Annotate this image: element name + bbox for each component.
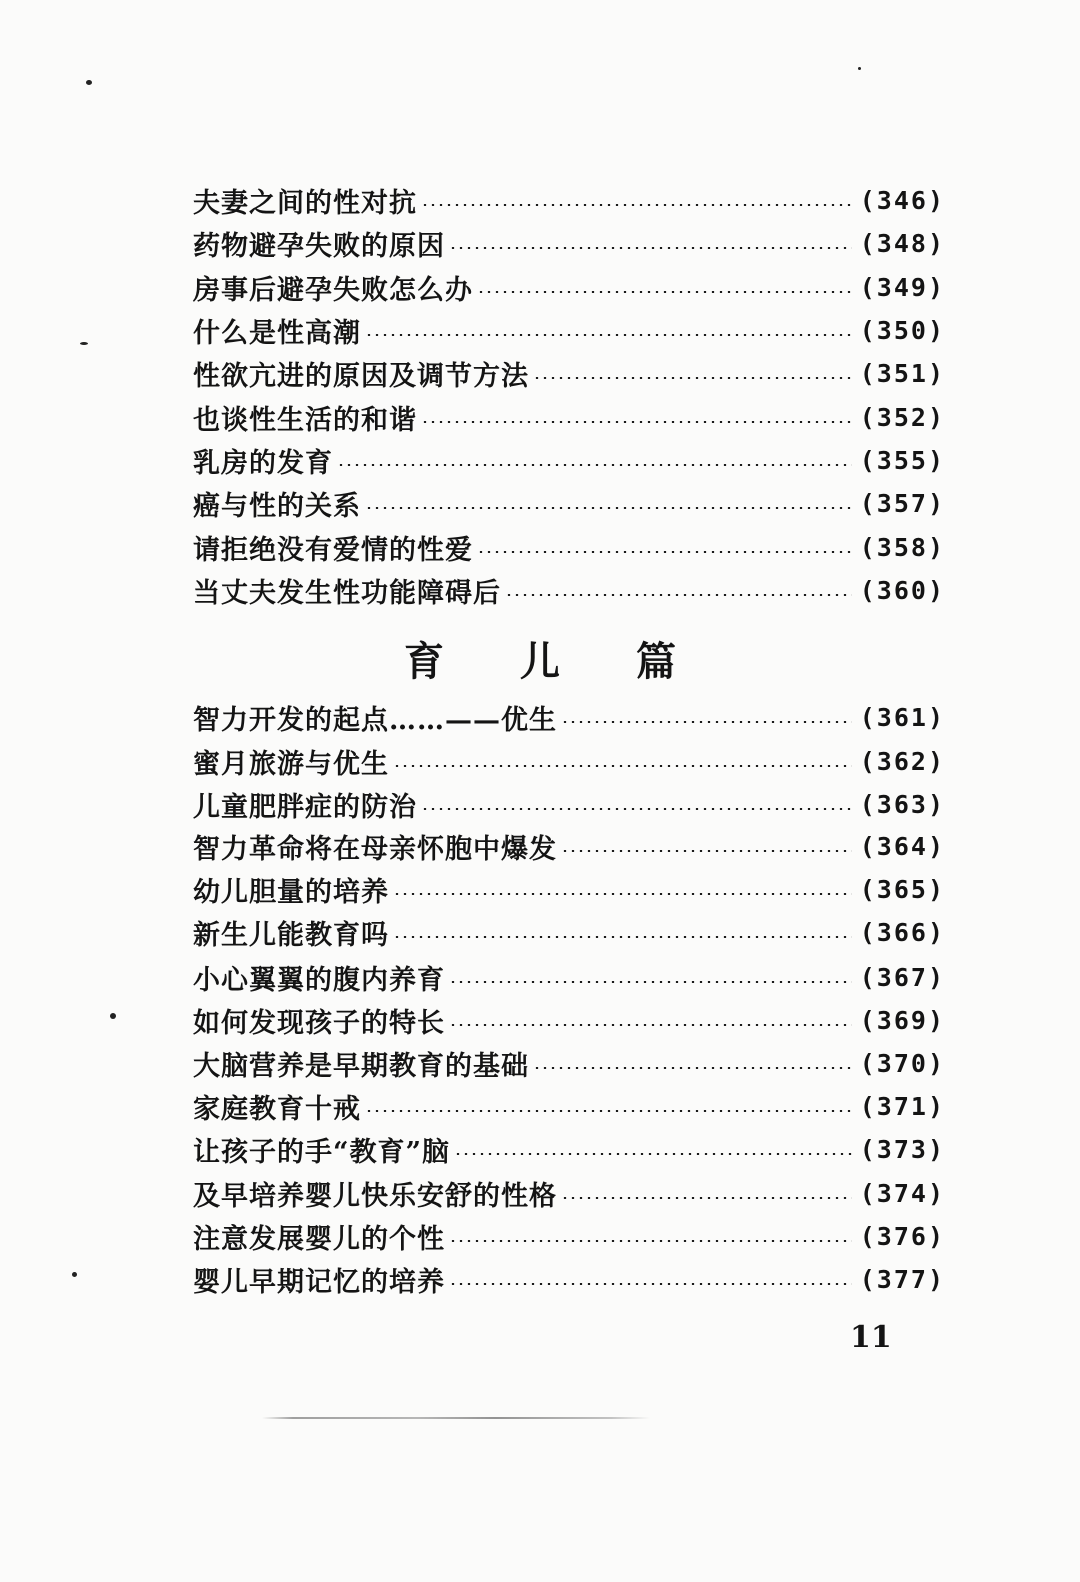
toc-entry-page: (367) <box>859 962 945 992</box>
dot-leader <box>365 507 852 509</box>
toc-entry-title: 儿童肥胖症的防治 <box>193 791 417 823</box>
toc-entry-page: (366) <box>859 917 945 947</box>
toc-entry-title: 智力革命将在母亲怀胞中爆发 <box>193 833 557 865</box>
toc-entry-page: (369) <box>859 1005 945 1035</box>
toc-entry <box>193 869 945 909</box>
dot-leader <box>365 1110 852 1112</box>
toc-entry <box>193 1086 945 1126</box>
scan-speck <box>80 342 88 345</box>
toc-entry-title: 当丈夫发生性功能障碍后 <box>193 577 501 609</box>
toc-entry-title: 婴儿早期记忆的培养 <box>193 1266 445 1298</box>
toc-entry-page: (377) <box>859 1264 945 1294</box>
toc-entry-title: 夫妻之间的性对抗 <box>193 187 417 219</box>
dot-leader <box>505 594 852 596</box>
toc-entry <box>193 1173 945 1213</box>
toc-entry-page: (370) <box>859 1048 945 1078</box>
toc-entry <box>193 697 945 737</box>
toc-entry-title: 智力开发的起点……——优生 <box>193 704 557 736</box>
toc-entry-title: 药物避孕失败的原因 <box>193 230 445 262</box>
toc-entry <box>193 180 945 220</box>
dot-leader <box>393 765 852 767</box>
toc-entry-title: 也谈性生活的和谐 <box>193 404 417 436</box>
toc-entry-title: 癌与性的关系 <box>193 490 361 522</box>
dot-leader <box>365 334 852 336</box>
dot-leader <box>449 1024 852 1026</box>
dot-leader <box>561 1197 852 1199</box>
dot-leader <box>477 551 852 553</box>
toc-entry-title: 小心翼翼的腹内养育 <box>193 964 445 996</box>
toc-entry-page: (371) <box>859 1091 945 1121</box>
dot-leader <box>421 808 852 810</box>
toc-entry <box>193 310 945 350</box>
toc-entry <box>193 440 945 480</box>
toc-entry-title: 请拒绝没有爱情的性爱 <box>193 534 473 566</box>
toc-entry-page: (352) <box>859 402 945 432</box>
toc-entry-page: (346) <box>859 185 945 215</box>
scan-speck <box>86 80 92 85</box>
toc-entry-title: 及早培养婴儿快乐安舒的性格 <box>193 1180 557 1212</box>
scan-speck <box>858 67 861 70</box>
section-heading: 育儿篇 <box>404 638 752 685</box>
page-number: 11 <box>850 1320 892 1355</box>
dot-leader <box>561 850 852 852</box>
dot-leader <box>561 721 852 723</box>
scan-artifact-line <box>262 1417 650 1419</box>
toc-entry-page: (373) <box>859 1134 945 1164</box>
toc-entry-title: 如何发现孩子的特长 <box>193 1007 445 1039</box>
toc-entry-page: (376) <box>859 1221 945 1251</box>
toc-entry-page: (363) <box>859 789 945 819</box>
toc-entry <box>193 957 945 997</box>
toc-entry-title: 家庭教育十戒 <box>193 1093 361 1125</box>
toc-entry-title: 性欲亢进的原因及调节方法 <box>193 360 529 392</box>
dot-leader <box>533 377 852 379</box>
toc-entry-title: 注意发展婴儿的个性 <box>193 1223 445 1255</box>
toc-entry-title: 什么是性高潮 <box>193 317 361 349</box>
toc-entry <box>193 1129 945 1169</box>
dot-leader <box>477 291 852 293</box>
toc-entry-page: (357) <box>859 488 945 518</box>
toc-entry-page: (361) <box>859 702 945 732</box>
toc-entry-page: (362) <box>859 746 945 776</box>
toc-entry <box>193 784 945 824</box>
toc-entry <box>193 353 945 393</box>
toc-entry-page: (364) <box>859 831 945 861</box>
toc-entry-page: (374) <box>859 1178 945 1208</box>
toc-entry-page: (349) <box>859 272 945 302</box>
dot-leader <box>393 936 852 938</box>
dot-leader <box>393 893 852 895</box>
dot-leader <box>449 1240 852 1242</box>
toc-entry-page: (358) <box>859 532 945 562</box>
toc-entry-title: 大脑营养是早期教育的基础 <box>193 1050 529 1082</box>
toc-entry-page: (350) <box>859 315 945 345</box>
dot-leader <box>449 247 852 249</box>
toc-entry <box>193 483 945 523</box>
toc-entry <box>193 912 945 952</box>
dot-leader <box>421 421 852 423</box>
toc-entry-page: (365) <box>859 874 945 904</box>
toc-entry-title: 蜜月旅游与优生 <box>193 748 389 780</box>
toc-entry <box>193 223 945 263</box>
toc-entry <box>193 1043 945 1083</box>
toc-entry-page: (348) <box>859 228 945 258</box>
dot-leader <box>449 1283 852 1285</box>
toc-entry-page: (355) <box>859 445 945 475</box>
toc-entry <box>193 267 945 307</box>
toc-entry-page: (351) <box>859 358 945 388</box>
toc-entry <box>193 1216 945 1256</box>
toc-entry-title: 幼儿胆量的培养 <box>193 876 389 908</box>
toc-entry <box>193 1000 945 1040</box>
toc-entry <box>193 570 945 610</box>
toc-entry <box>193 397 945 437</box>
toc-entry <box>193 741 945 781</box>
dot-leader <box>454 1153 852 1155</box>
dot-leader <box>533 1067 852 1069</box>
dot-leader <box>337 464 852 466</box>
toc-entry-title: 新生儿能教育吗 <box>193 919 389 951</box>
toc-entry <box>193 527 945 567</box>
dot-leader <box>421 204 852 206</box>
scan-speck <box>72 1272 77 1277</box>
toc-entry <box>193 826 945 866</box>
scan-speck <box>110 1013 116 1019</box>
toc-entry-title: 房事后避孕失败怎么办 <box>193 274 473 306</box>
toc-entry <box>193 1259 945 1299</box>
dot-leader <box>449 981 852 983</box>
toc-entry-title: 乳房的发育 <box>193 447 333 479</box>
toc-entry-page: (360) <box>859 575 945 605</box>
toc-entry-title: 让孩子的手“教育”脑 <box>193 1136 451 1168</box>
